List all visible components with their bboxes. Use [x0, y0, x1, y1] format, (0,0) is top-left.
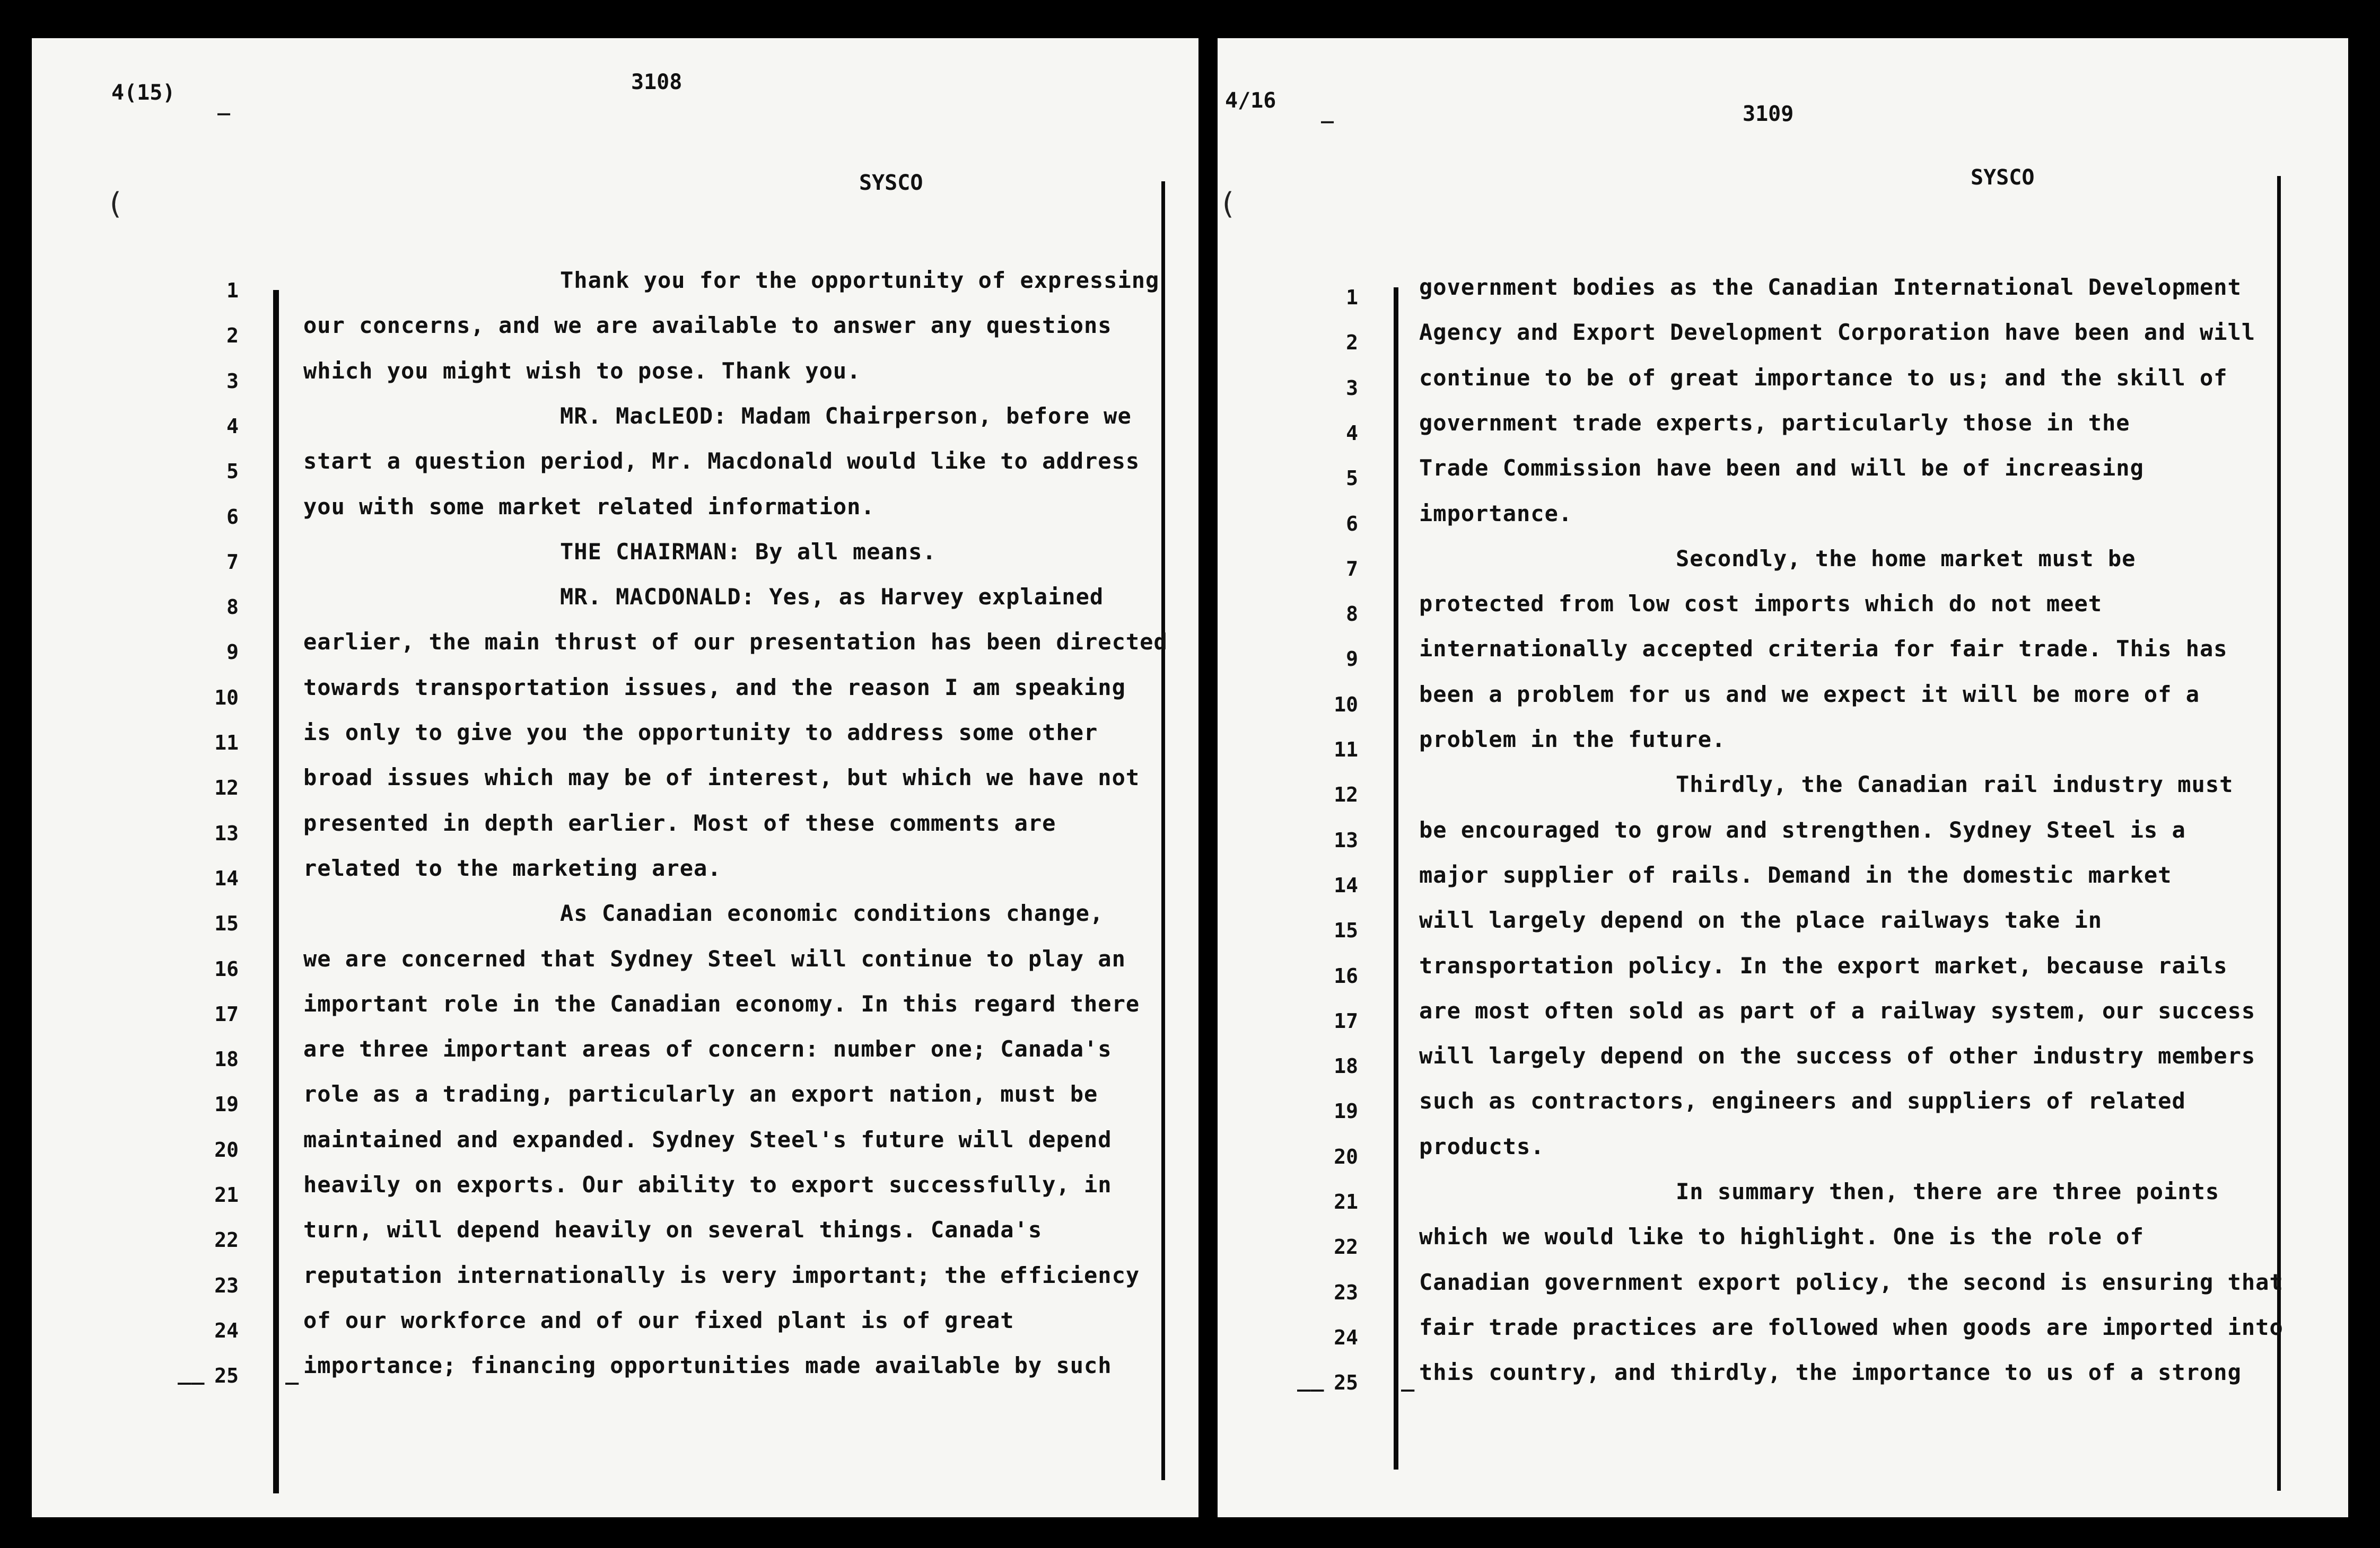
line-number: 4 — [226, 414, 239, 438]
line-marker-dash: __ — [178, 1359, 205, 1385]
line-text: be encouraged to grow and strengthen. Sydney Steel is a — [1419, 816, 2186, 843]
line-text: Agency and Export Development Corporation have been and will — [1419, 319, 2256, 346]
line-number: 7 — [1346, 557, 1358, 580]
line-number: 23 — [1334, 1280, 1358, 1304]
line-number: 20 — [214, 1138, 239, 1162]
line-number: 13 — [214, 821, 239, 845]
line-text: heavily on exports. Our ability to export successfully, in — [303, 1172, 1112, 1198]
line-text: transportation policy. In the export market, because rails — [1419, 952, 2228, 979]
line-text: broad issues which may be of interest, but which we have not — [303, 764, 1140, 791]
line-text: this country, and thirdly, the importance to us of a strong — [1419, 1359, 2242, 1386]
line-number: 10 — [214, 685, 239, 709]
line-number: 6 — [226, 505, 239, 529]
line-text: are most often sold as part of a railway system, our success — [1419, 997, 2256, 1024]
line-text: turn, will depend heavily on several things. Canada's — [303, 1217, 1043, 1243]
file-reference-dash: _ — [217, 91, 231, 116]
transcript-lines — [1218, 38, 2348, 1517]
line-number: 16 — [1334, 964, 1358, 988]
line-text: major supplier of rails. Demand in the domestic market — [1419, 861, 2172, 888]
line-text: related to the marketing area. — [303, 855, 722, 881]
line-text: Secondly, the home market must be — [1676, 545, 2136, 571]
line-number: 2 — [226, 324, 239, 348]
line-number: 3 — [1346, 376, 1358, 400]
line-number: 16 — [214, 957, 239, 981]
line-number: 7 — [226, 550, 239, 574]
page-number: 3109 — [1743, 102, 1794, 126]
line-number: 1 — [226, 279, 239, 302]
line-text: which you might wish to pose. Thank you. — [303, 357, 861, 384]
line-text: will largely depend on the place railways take in — [1419, 907, 2103, 934]
line-text: such as contractors, engineers and suppliers of related — [1419, 1088, 2186, 1114]
line-text: continue to be of great importance to us; and the skill of — [1419, 364, 2228, 391]
line-number: 15 — [214, 912, 239, 936]
line-number: 17 — [214, 1002, 239, 1026]
line-number: 14 — [1334, 873, 1358, 897]
line-number: 12 — [1334, 783, 1358, 807]
line-number: 21 — [214, 1183, 239, 1207]
transcript-lines — [32, 38, 1198, 1517]
file-reference: 4(15) — [111, 81, 176, 105]
line-text: importance. — [1419, 500, 1573, 526]
line-number: 19 — [214, 1093, 239, 1116]
line-number: 2 — [1346, 331, 1358, 355]
line-number: 6 — [1346, 512, 1358, 535]
line-number: 19 — [1334, 1100, 1358, 1123]
line-text: important role in the Canadian economy. In this regard there — [303, 990, 1140, 1017]
line-number: 9 — [226, 640, 239, 664]
line-text: THE CHAIRMAN: By all means. — [560, 538, 937, 565]
line-text: you with some market related information. — [303, 493, 875, 520]
line-text: importance; financing opportunities made available by such — [303, 1352, 1112, 1379]
line-number: 18 — [1334, 1054, 1358, 1078]
margin-bracket-icon: ( — [1219, 187, 1237, 221]
line-text: start a question period, Mr. Macdonald would like to address — [303, 448, 1140, 474]
line-number: 5 — [226, 460, 239, 483]
line-text: MR. MacLEOD: Madam Chairperson, before we — [560, 402, 1132, 429]
line-number: 8 — [226, 595, 239, 619]
line-number: 3 — [226, 369, 239, 393]
line-text: maintained and expanded. Sydney Steel's future will depend — [303, 1126, 1112, 1153]
line-text: role as a trading, particularly an export nation, must be — [303, 1081, 1098, 1107]
line-text: we are concerned that Sydney Steel will continue to play an — [303, 945, 1126, 972]
line-text: In summary then, there are three points — [1676, 1178, 2220, 1204]
line-number: 4 — [1346, 421, 1358, 445]
line-text: protected from low cost imports which do not meet — [1419, 591, 2103, 617]
line-marker-dash: _ — [285, 1359, 299, 1385]
line-text: which we would like to highlight. One is the role of — [1419, 1224, 2144, 1250]
line-text: government trade experts, particularly those in the — [1419, 409, 2130, 436]
line-text: As Canadian economic conditions change, — [560, 900, 1104, 927]
margin-bracket-icon: ( — [106, 187, 124, 221]
line-text: Trade Commission have been and will be of increasing — [1419, 455, 2144, 481]
line-text: will largely depend on the success of other industry members — [1419, 1043, 2256, 1069]
line-number: 10 — [1334, 692, 1358, 716]
line-number: 12 — [214, 776, 239, 800]
line-marker-dash: __ — [1297, 1366, 1324, 1392]
line-number: 14 — [214, 866, 239, 890]
line-text: of our workforce and of our fixed plant is of great — [303, 1307, 1014, 1333]
page-heading: SYSCO — [859, 171, 923, 195]
line-number: 15 — [1334, 919, 1358, 943]
line-number: 25 — [1334, 1371, 1358, 1395]
line-number: 22 — [1334, 1235, 1358, 1259]
line-text: are three important areas of concern: number one; Canada's — [303, 1036, 1112, 1062]
line-text: earlier, the main thrust of our presentation has been directed — [303, 629, 1168, 655]
line-number: 8 — [1346, 602, 1358, 626]
line-text: our concerns, and we are available to answer any questions — [303, 312, 1112, 339]
line-number: 5 — [1346, 467, 1358, 490]
line-text: products. — [1419, 1133, 1545, 1159]
line-number: 18 — [214, 1048, 239, 1071]
line-text: fair trade practices are followed when goods are imported into — [1419, 1314, 2283, 1340]
line-text: been a problem for us and we expect it will be more of a — [1419, 681, 2200, 707]
line-number: 13 — [1334, 828, 1358, 852]
line-text: Canadian government export policy, the second is ensuring that — [1419, 1269, 2283, 1295]
page-number: 3108 — [631, 70, 682, 94]
line-number: 9 — [1346, 647, 1358, 671]
line-text: Thirdly, the Canadian rail industry must — [1676, 771, 2234, 798]
line-number: 20 — [1334, 1145, 1358, 1168]
line-number: 22 — [214, 1228, 239, 1252]
line-number: 1 — [1346, 286, 1358, 309]
line-text: problem in the future. — [1419, 726, 1726, 752]
line-text: internationally accepted criteria for fair trade. This has — [1419, 636, 2228, 662]
line-text: Thank you for the opportunity of expressing — [560, 267, 1160, 293]
line-text: government bodies as the Canadian International Development — [1419, 274, 2242, 300]
transcript-page-right — [1218, 38, 2348, 1517]
line-text: towards transportation issues, and the reason I am speaking — [303, 674, 1126, 700]
page-heading: SYSCO — [1971, 165, 2035, 190]
line-number: 24 — [1334, 1325, 1358, 1349]
line-number: 11 — [214, 731, 239, 754]
line-number: 11 — [1334, 738, 1358, 761]
line-marker-dash: _ — [1401, 1366, 1415, 1392]
line-text: reputation internationally is very important; the efficiency — [303, 1262, 1140, 1288]
line-text: presented in depth earlier. Most of these comments are — [303, 810, 1056, 836]
file-reference-dash: _ — [1321, 99, 1334, 124]
line-number: 21 — [1334, 1190, 1358, 1213]
line-text: is only to give you the opportunity to address some other — [303, 719, 1098, 745]
line-number: 23 — [214, 1273, 239, 1297]
line-number: 25 — [214, 1364, 239, 1388]
file-reference: 4/16 — [1225, 89, 1276, 113]
transcript-page-left — [32, 38, 1198, 1517]
line-text: MR. MACDONALD: Yes, as Harvey explained — [560, 584, 1104, 610]
line-number: 24 — [214, 1318, 239, 1342]
line-number: 17 — [1334, 1009, 1358, 1033]
